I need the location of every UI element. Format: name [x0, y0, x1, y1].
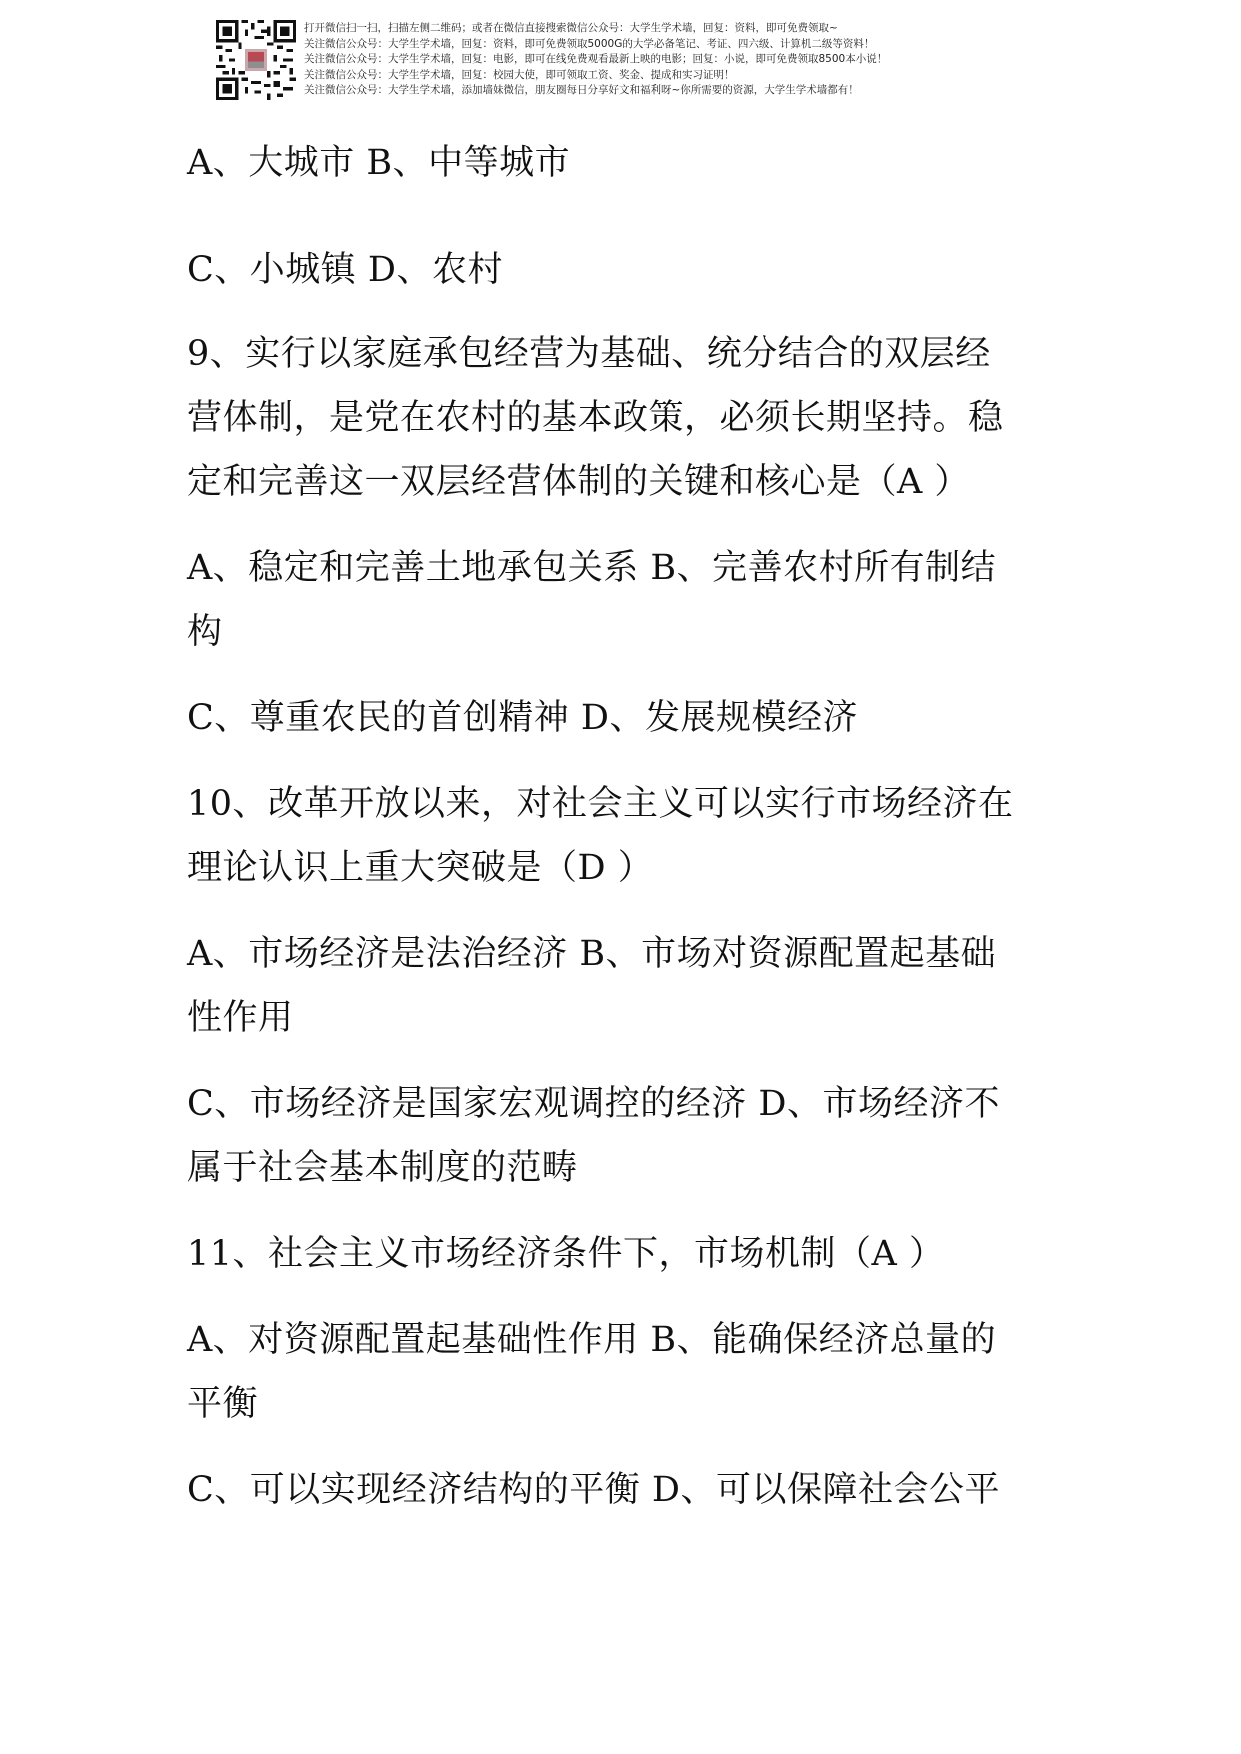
promo-line: 关注微信公众号：大学生学术墙，添加墙妹微信，朋友圈每日分享好文和福利呀~你所需要的资源，大学生学术墙都有！ — [304, 84, 859, 96]
text-line: 理论认识上重大突破是（D ） — [187, 848, 654, 888]
text-line: A、大城市 B、中等城市 — [187, 143, 571, 183]
text-line: 定和完善这一双层经营体制的关键和核心是（A ） — [187, 462, 970, 502]
promo-line: 关注微信公众号：大学生学术墙，回复：资料，即可免费领取5000G的大学必备笔记、考证、四六级、计算机二级等资料！ — [304, 37, 875, 50]
text-line: 10、改革开放以来，对社会主义可以实行市场经济在 — [187, 784, 1014, 824]
text-line: A、市场经济是法治经济 B、市场对资源配置起基础 — [187, 934, 997, 974]
text-line: 11、社会主义市场经济条件下，市场机制（A ） — [187, 1234, 945, 1274]
text-line: 构 — [187, 612, 223, 652]
text-line: 属于社会基本制度的范畴 — [187, 1148, 578, 1188]
text-line: A、稳定和完善土地承包关系 B、完善农村所有制结 — [187, 548, 997, 588]
text-line: A、对资源配置起基础性作用 B、能确保经济总量的 — [187, 1320, 997, 1360]
promo-line: 关注微信公众号：大学生学术墙，回复：电影，即可在线免费观看最新上映的电影；回复：小说，即可免费领取8500本小说！ — [304, 53, 888, 65]
text-line: 营体制，是党在农村的基本政策，必须长期坚持。稳 — [187, 398, 1004, 438]
promo-line: 关注微信公众号：大学生学术墙，回复：校园大使，即可领取工资、奖金、提成和实习证明！ — [304, 68, 735, 81]
text-line: 平衡 — [187, 1384, 259, 1424]
text-line: C、可以实现经济结构的平衡 D、可以保障社会公平 — [187, 1470, 1000, 1510]
text-line: C、市场经济是国家宏观调控的经济 D、市场经济不 — [187, 1084, 1000, 1124]
text-line: 性作用 — [187, 998, 294, 1038]
text-line: 9、实行以家庭承包经营为基础、统分结合的双层经 — [187, 334, 991, 374]
text-line: C、小城镇 D、农村 — [187, 250, 503, 290]
promo-header — [216, 20, 887, 102]
promo-line: 打开微信扫一扫，扫描左侧二维码；或者在微信直接搜索微信公众号：大学生学术墙，回复：资料，即可免费领取~ — [304, 22, 838, 34]
qr-code-icon[interactable] — [216, 20, 296, 100]
text-line: C、尊重农民的首创精神 D、发展规模经济 — [187, 698, 858, 738]
promo-text-block — [304, 20, 887, 99]
